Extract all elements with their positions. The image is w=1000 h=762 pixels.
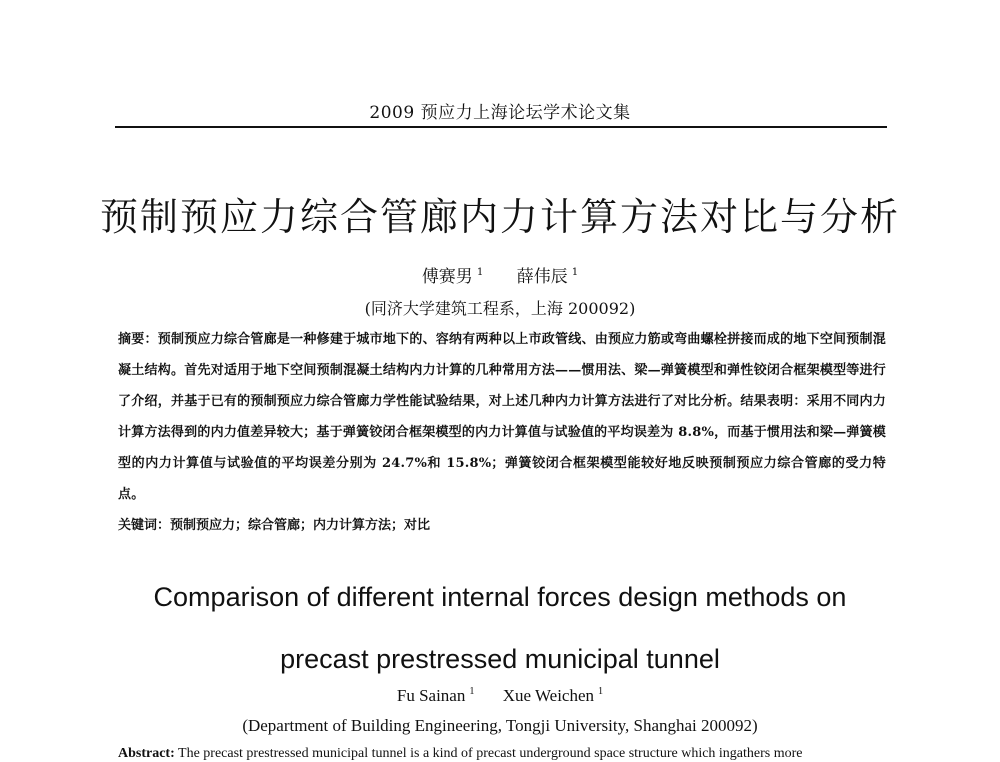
abstract-text: 预制预应力综合管廊是一种修建于城市地下的、容纳有两种以上市政管线、由预应力筋或弯曲螺栓拼接而成的地下空间预制混凝土结构。首先对适用于地下空间预制混凝土结构内力计算的几种常用方法——惯用法、梁—弹簧模型和弹性铰闭合框架模型等进行了介绍，并基于已有的预制预应力综合管廊力学性能试验结果，对上述几种内力计算方法进行了对比分析。结果表明：采用不同内力计算方法得到的内力值差异较大；基于弹簧铰闭合框架模型的内力计算值与试验值的平均误差为 8.8%，而基于惯用法和梁—弹簧模型的内力计算值与试验值的平均误差分别为 24.7%和 15.8%；弹簧铰闭合框架模型能较好地反映预制预应力综合管廊的受力特点。 <box>118 332 886 502</box>
keywords-label: 关键词： <box>118 518 171 533</box>
abstract-label: 摘要： <box>118 332 158 347</box>
english-title-line-2: precast prestressed municipal tunnel <box>280 644 720 674</box>
english-author-2: Xue Weichen $^1$ <box>502 686 604 705</box>
english-author-1: Fu Sainan $^1$ <box>396 686 475 705</box>
chinese-keywords <box>118 514 886 533</box>
english-title-line-1: Comparison of different internal forces design methods on <box>153 582 847 612</box>
running-header: 2009 预应力上海论坛学术论文集 <box>369 103 631 123</box>
author-1: 傅赛男 $^1$ <box>421 267 484 287</box>
header-rule <box>115 126 887 128</box>
chinese-authors <box>0 262 1000 287</box>
chinese-title: 预制预应力综合管廊内力计算方法对比与分析 <box>99 195 900 239</box>
english-affiliation: (Department of Building Engineering, Tongji University, Shanghai 200092) <box>242 716 758 735</box>
author-2: 薛伟辰 $^1$ <box>516 267 579 287</box>
english-abstract-label: Abstract: <box>118 746 175 761</box>
english-authors <box>0 686 1000 706</box>
english-abstract-text: The precast prestressed municipal tunnel is a kind of precast underground space structure which ingathers more <box>178 746 803 761</box>
english-title <box>0 566 1000 690</box>
chinese-affiliation: (同济大学建筑工程系，上海 200092) <box>364 299 636 318</box>
keywords-text: 预制预应力；综合管廊；内力计算方法；对比 <box>170 518 431 533</box>
chinese-abstract <box>118 324 886 510</box>
